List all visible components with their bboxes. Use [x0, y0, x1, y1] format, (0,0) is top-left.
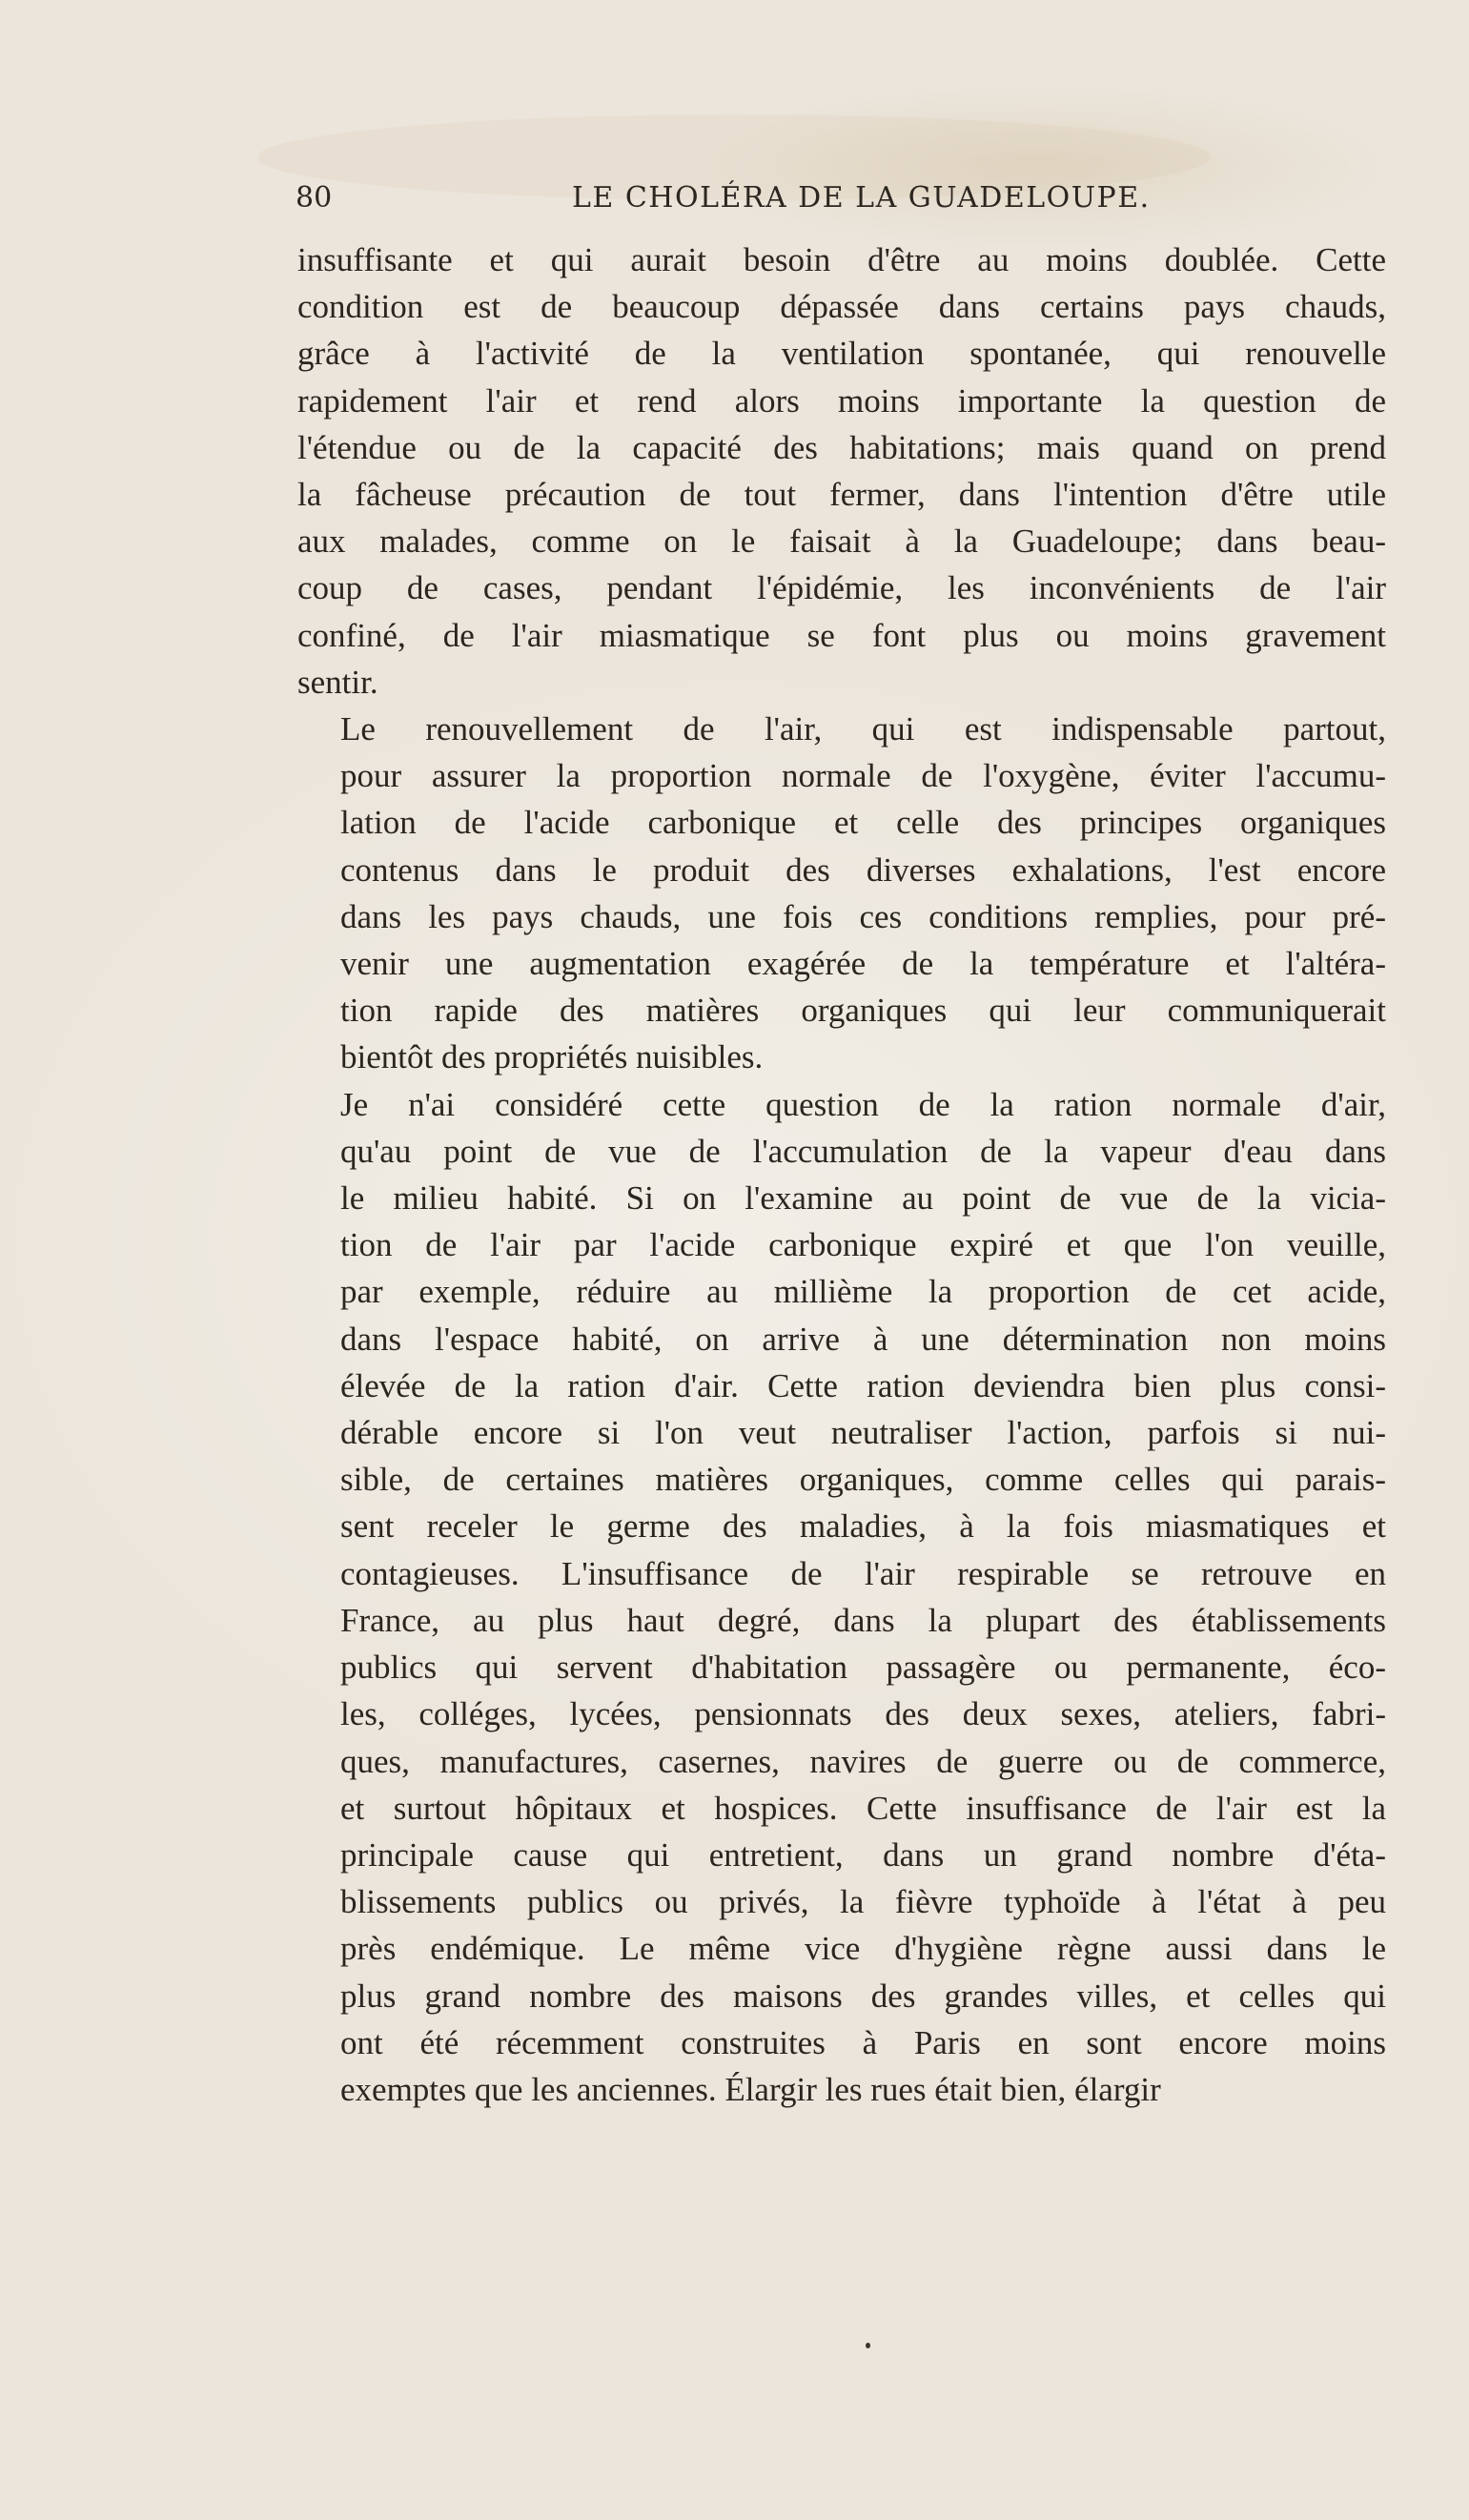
text-line: sent receler le germe des maladies, à la fois miasmatiques et: [340, 1507, 1386, 1546]
text-line: Le renouvellement de l'air, qui est indispensable partout,: [340, 710, 1386, 748]
text-line: sible, de certaines matières organiques, comme celles qui parais-: [340, 1461, 1386, 1499]
text-line: dans l'espace habité, on arrive à une détermination non moins: [340, 1320, 1386, 1358]
text-line: dans les pays chauds, une fois ces conditions remplies, pour pré-: [340, 897, 1386, 935]
text-line: bientôt des propriétés nuisibles.: [340, 1038, 764, 1076]
text-line: confiné, de l'air miasmatique se font plus ou moins gravement: [297, 616, 1386, 654]
text-line: contagieuses. L'insuffisance de l'air respirable se retrouve en: [340, 1554, 1386, 1592]
paragraph: [297, 1081, 1386, 2113]
text-line: condition est de beaucoup dépassée dans certains pays chauds,: [297, 288, 1386, 326]
text-line: élevée de la ration d'air. Cette ration deviendra bien plus consi-: [340, 1366, 1386, 1404]
text-line: ont été récemment construites à Paris en sont encore moins: [340, 2023, 1386, 2061]
text-line: dérable encore si l'on veut neutraliser l'action, parfois si nui-: [340, 1414, 1386, 1452]
text-line: grâce à l'activité de la ventilation spontanée, qui renouvelle: [297, 335, 1386, 373]
paragraph: [297, 236, 1386, 706]
text-line: près endémique. Le même vice d'hygiène règne aussi dans le: [340, 1930, 1386, 1968]
text-line: le milieu habité. Si on l'examine au point de vue de la vicia-: [340, 1179, 1386, 1218]
text-line: sentir.: [297, 663, 378, 701]
page-header: [296, 181, 1151, 224]
text-line: qu'au point de vue de l'accumulation de la vapeur d'eau dans: [340, 1132, 1386, 1170]
text-line: tion de l'air par l'acide carbonique expiré et que l'on veuille,: [340, 1226, 1386, 1264]
text-line: venir une augmentation exagérée de la température et l'altéra-: [340, 945, 1386, 983]
text-line: France, au plus haut degré, dans la plupart des établissements: [340, 1601, 1386, 1639]
text-line: insuffisante et qui aurait besoin d'être au moins doublée. Cette: [297, 241, 1386, 278]
page-number: 80: [296, 181, 333, 215]
text-line: publics qui servent d'habitation passagère ou permanente, éco-: [340, 1649, 1386, 1687]
running-title: LE CHOLÉRA DE LA GUADELOUPE.: [572, 181, 1151, 215]
text-line: tion rapide des matières organiques qui leur communiquerait: [340, 992, 1386, 1030]
text-line: aux malades, comme on le faisait à la Guadeloupe; dans beau-: [297, 522, 1386, 561]
text-line: et surtout hôpitaux et hospices. Cette insuffisance de l'air est la: [340, 1789, 1386, 1827]
text-line: contenus dans le produit des diverses exhalations, l'est encore: [340, 850, 1386, 889]
text-line: pour assurer la proportion normale de l'oxygène, éviter l'accumu-: [340, 757, 1386, 795]
text-line: lation de l'acide carbonique et celle des principes organiques: [340, 804, 1386, 842]
paragraph: [297, 706, 1386, 1081]
text-line: plus grand nombre des maisons des grandes villes, et celles qui: [340, 1977, 1386, 2015]
text-line: la fâcheuse précaution de tout fermer, dans l'intention d'être utile: [297, 476, 1386, 514]
text-line: exemptes que les anciennes. Élargir les rues était bien, élargir: [340, 2070, 1161, 2108]
ink-speck: [866, 2343, 870, 2348]
text-line: l'étendue ou de la capacité des habitations; mais quand on prend: [297, 428, 1386, 466]
text-line: blissements publics ou privés, la fièvre typhoïde à l'état à peu: [340, 1883, 1386, 1921]
text-line: principale cause qui entretient, dans un grand nombre d'éta-: [340, 1835, 1386, 1874]
text-line: coup de cases, pendant l'épidémie, les inconvénients de l'air: [297, 569, 1386, 607]
body-text: [297, 236, 1386, 2113]
text-line: ques, manufactures, casernes, navires de guerre ou de commerce,: [340, 1742, 1386, 1780]
text-line: par exemple, réduire au millième la proportion de cet acide,: [340, 1273, 1386, 1311]
text-line: rapidement l'air et rend alors moins importante la question de: [297, 381, 1386, 420]
text-line: Je n'ai considéré cette question de la ration normale d'air,: [340, 1085, 1386, 1123]
text-line: les, colléges, lycées, pensionnats des deux sexes, ateliers, fabri-: [340, 1695, 1386, 1733]
